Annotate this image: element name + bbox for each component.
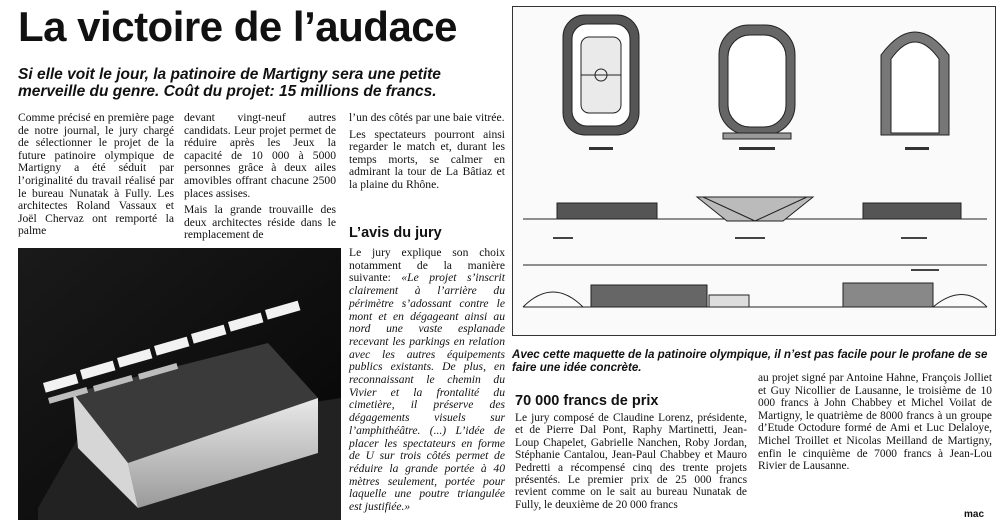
article-paragraph: Comme précisé en première page de notre journal, le jury chargé de sélectionner le projet de la future patinoire olympique de Martigny a été séduit par l’originalité du travail réalisé par le bureau Nunatak à Fully. Les architectes Roland Vassaux et Joël Chervaz ont remporté la palme <box>18 111 174 238</box>
architectural-model-image <box>18 248 341 520</box>
deck: Si elle voit le jour, la patinoire de Martigny sera une petite merveille du genre. Coût du projet: 15 millions de francs. <box>18 66 441 100</box>
plan-labels <box>589 147 929 150</box>
prix-paragraph: Le jury composé de Claudine Lorenz, présidente, et de Pierre Dal Pont, Raphy Martinetti, Jean-Loup Chapelet, Gabrielle Nanchen, Roby Jordan, Stéphanie Cantalou, Jean-Paul Chabbey et Mauro Pedretti a récompensé cinq des trente projets présentés. Le premier prix de 25 000 francs revient comme on le sait au bureau Nunatak de Fully, le deuxième de 20 000 francs <box>515 412 747 511</box>
prix-paragraph: au projet signé par Antoine Hahne, François Jolliet et Guy Nicollier de Lausanne, le troisième de 10 000 francs à John Chabbey et Michel Voilat de Martigny, le quatrième de 8000 francs à un groupe d’Etude Octodure formé de Ami et Luc Delaloye, Michel Troillet et Nicolas Meilland de Martigny, enfin le cinquième de 7000 francs à Jean-Lou Rivier de Lausanne. <box>758 372 992 473</box>
jury-paragraph <box>349 247 505 514</box>
article-paragraph: devant vingt-neuf autres candidats. Leur projet permet de réduire après les Jeux la capacité de 10 000 à 5000 personnes grâce à deux ailes amovibles offrant chacune 2500 places assises. <box>184 111 336 200</box>
elevations <box>523 197 987 307</box>
source-logo: mac <box>964 509 985 520</box>
column-2 <box>184 112 336 246</box>
prix-column-2 <box>758 372 992 477</box>
architectural-plans <box>512 6 996 336</box>
article-paragraph: l’un des côtés par une baie vitrée. <box>349 111 505 124</box>
subhead-jury: L’avis du jury <box>349 225 442 241</box>
plans-drawing <box>513 7 997 337</box>
photo-caption: Avec cette maquette de la patinoire olympique, il n’est pas facile pour le profane de se faire une idée concrète. <box>512 348 988 374</box>
model-photo <box>18 248 341 520</box>
column-3 <box>349 112 505 196</box>
jury-quote: «Le projet s’inscrit clairement à l’arrière du périmètre s’adossant contre le mont et en dégageant ainsi au nord une vaste esplanade recevant les parkings en relation avec les autres équipements publics existants. De plus, en reconnaissant le chemin du Vivier et la frontalité du cimetière, il préserve des dégagements visuels sur l’amphithéâtre. (...) L’idée de placer les spectateurs en forme de U sur trois côtés permet de réduire la grande portée à 40 mètres seulement, portée pour laquelle une poutre triangulée est justifiée.» <box>349 271 505 514</box>
prix-column-1 <box>515 412 747 515</box>
floor-plans <box>563 15 949 139</box>
column-1 <box>18 112 174 242</box>
headline: La victoire de l’audace <box>18 3 458 50</box>
jury-text <box>349 247 505 518</box>
subhead-prix: 70 000 francs de prix <box>515 393 659 409</box>
article-paragraph: Mais la grande trouvaille des deux architectes réside dans le remplacement de <box>184 203 336 242</box>
article-paragraph: Les spectateurs pourront ainsi regarder le match et, durant les temps morts, se calmer en admirant la tour de La Bâtiaz et la plaine du Rhône. <box>349 127 505 191</box>
jury-intro: Le jury explique son choix notamment de la manière suivante: <box>349 246 505 285</box>
